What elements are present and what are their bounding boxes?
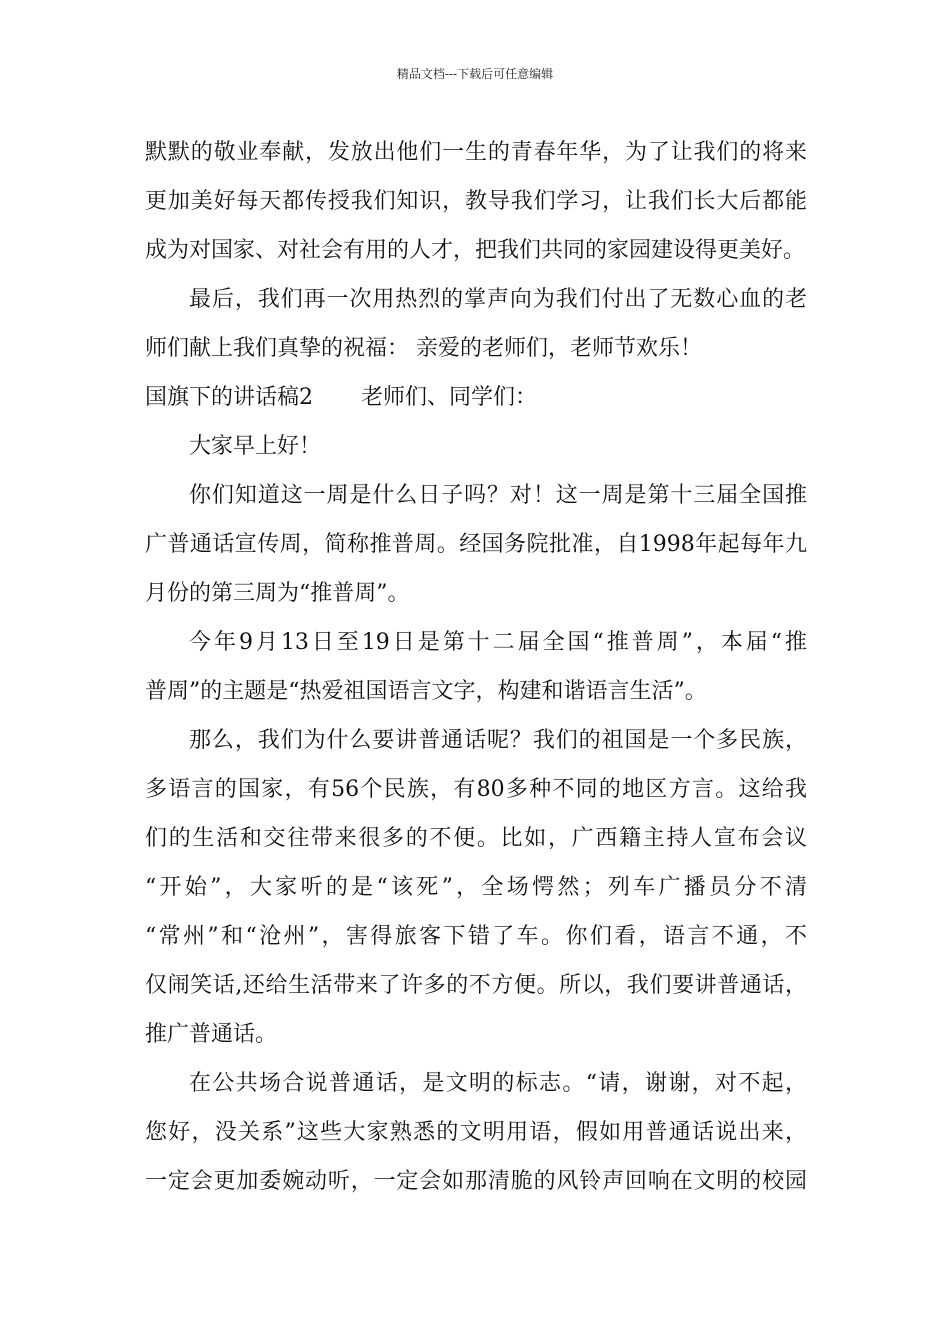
salutation: 老师们、同学们： [361,385,538,410]
text-line: 们的生活和交往带来很多的不便。比如，广西籍主持人宣布会议 [145,826,807,851]
text-line: 更加美好每天都传授我们知识，教导我们学习，让我们长大后都能 [145,189,807,214]
text-line: 月份的第三周为“推普周”。 [145,581,410,606]
text-line: 普周”的主题是“热爱祖国语言文字，构建和谐语言生活”。 [145,679,707,704]
text-line: 推广普通话。 [145,1022,278,1047]
section-heading: 国旗下的讲话稿2 [145,385,313,410]
text-line: 今年9月13日至19日是第十二届全国“推普周”，本届“推 [189,630,807,655]
text-line: 最后，我们再一次用热烈的掌声向为我们付出了无数心血的老 [189,287,807,312]
text-line: 那么，我们为什么要讲普通话呢？我们的祖国是一个多民族， [189,728,807,753]
page-header: 精品文档---下载后可任意编辑 [396,67,554,81]
text-line: 在公共场合说普通话，是文明的标志。“请，谢谢，对不起， [189,1071,807,1096]
section-heading-line [145,373,807,422]
text-line: 仅闹笑话,还给生活带来了许多的不方便。所以，我们要讲普通话， [145,973,807,998]
text-line: 师们献上我们真挚的祝福： 亲爱的老师们，老师节欢乐！ [145,336,702,361]
text-line: 广普通话宣传周，简称推普周。经国务院批准，自1998年起每年九 [145,532,807,557]
text-line: 默默的敬业奉献，发放出他们一生的青春年华，为了让我们的将来 [145,140,807,165]
text-line: 您好，没关系”这些大家熟悉的文明用语，假如用普通话说出来， [145,1120,807,1145]
text-line: 你们知道这一周是什么日子吗？对！这一周是第十三届全国推 [189,483,807,508]
text-line: 多语言的国家，有56个民族，有80多种不同的地区方言。这给我 [145,777,807,802]
greeting-line: 大家早上好！ [189,434,322,459]
text-line: “开始”，大家听的是“该死”，全场愕然；列车广播员分不清 [145,875,807,900]
text-line: 一定会更加委婉动听，一定会如那清脆的风铃声回响在文明的校园 [145,1169,807,1194]
text-line: 成为对国家、对社会有用的人才，把我们共同的家园建设得更美好。 [145,238,806,263]
document-body [145,128,807,1206]
text-line: “常州”和“沧州”，害得旅客下错了车。你们看，语言不通，不 [145,924,807,949]
